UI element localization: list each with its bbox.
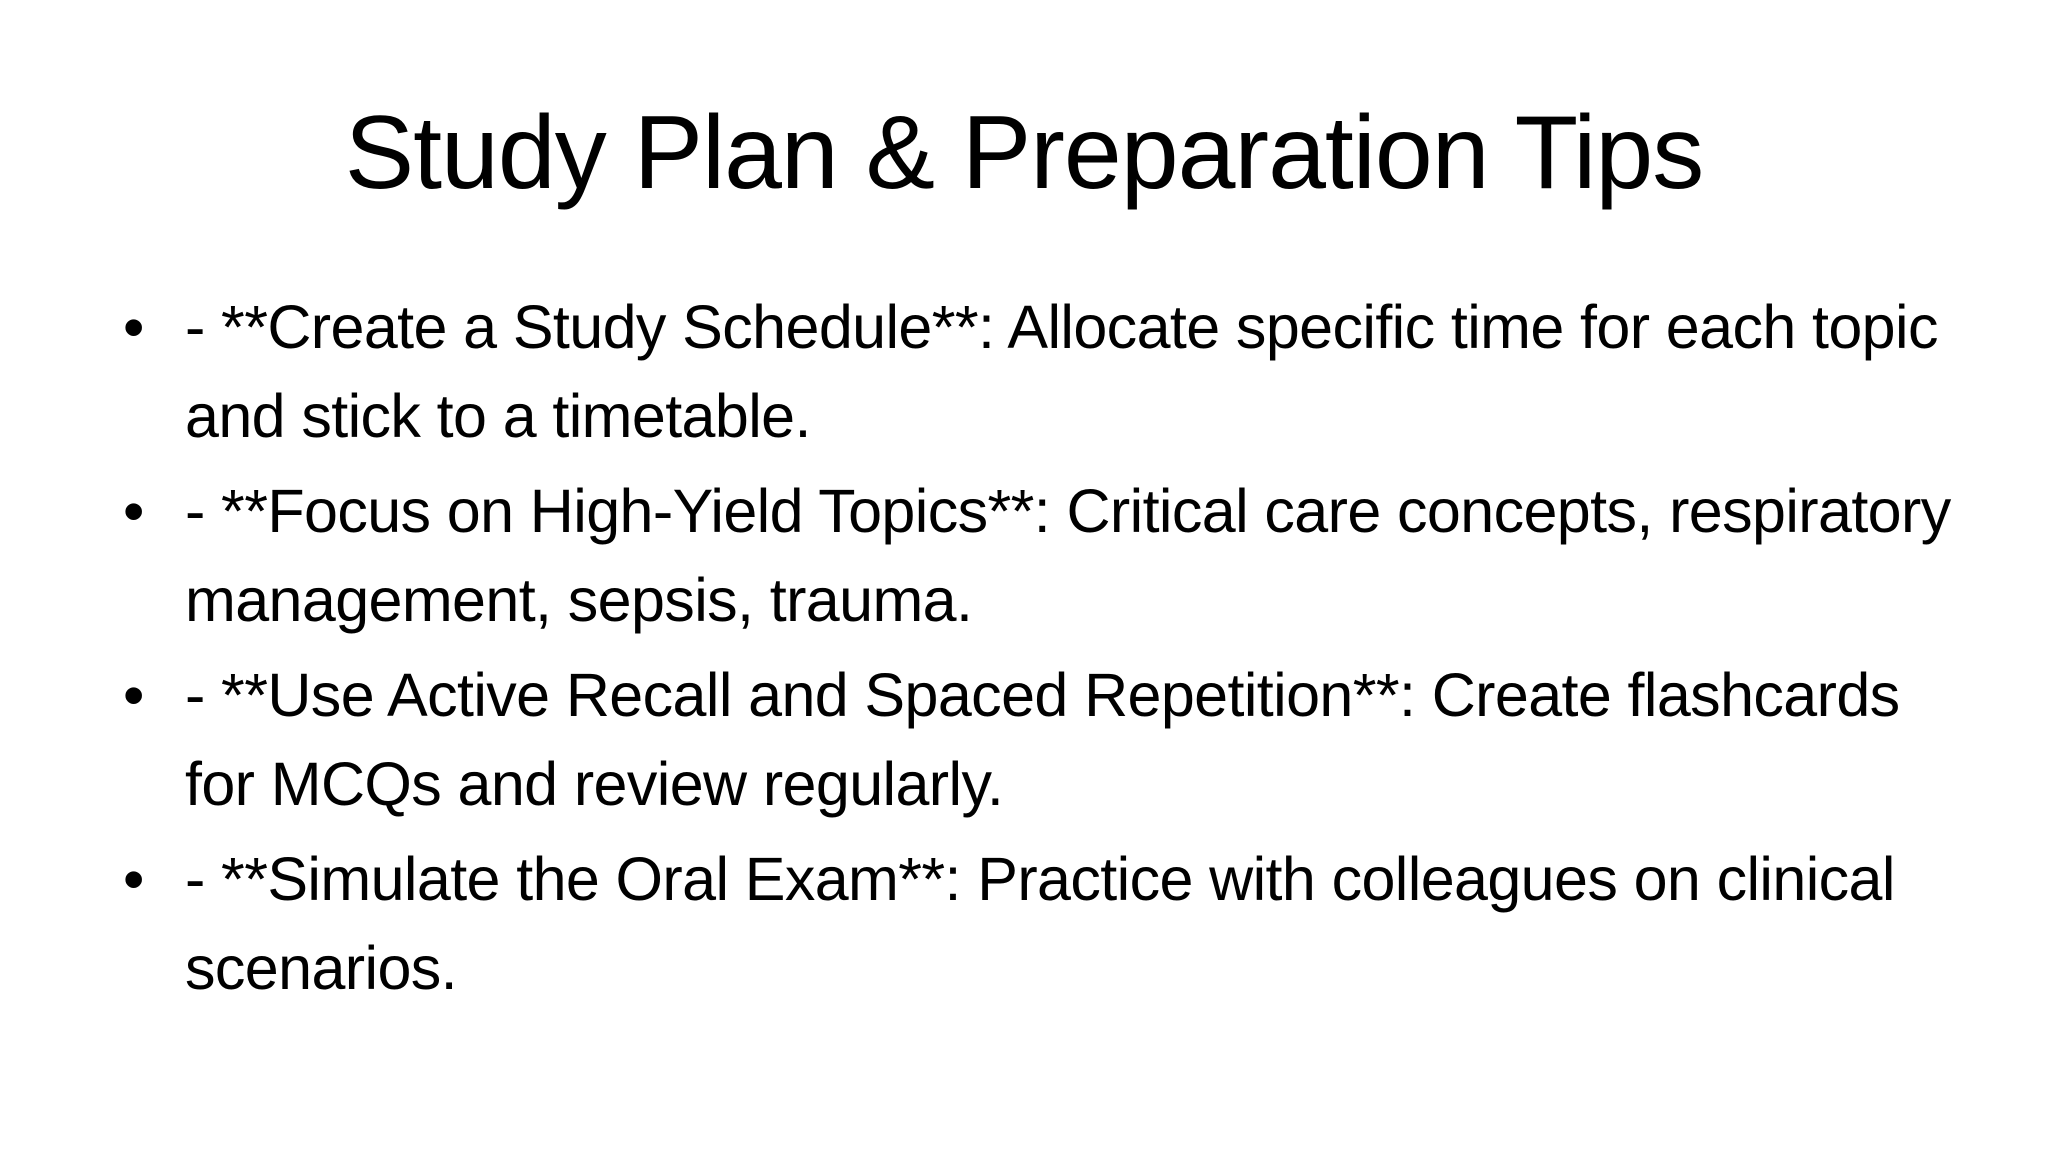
slide-title: Study Plan & Preparation Tips xyxy=(344,95,1704,211)
bullet-text: - **Focus on High-Yield Topics**: Critical care concepts, respiratory management, sepsis, trauma. xyxy=(185,477,1951,634)
list-item xyxy=(123,467,1953,645)
bullet-icon: • xyxy=(123,293,144,361)
bullet-list xyxy=(123,283,1953,1019)
bullet-text: - **Simulate the Oral Exam**: Practice with colleagues on clinical scenarios. xyxy=(185,845,1895,1002)
list-item xyxy=(123,651,1953,829)
bullet-icon: • xyxy=(123,661,144,729)
list-item xyxy=(123,835,1953,1013)
list-item xyxy=(123,283,1953,461)
bullet-icon: • xyxy=(123,845,144,913)
bullet-icon: • xyxy=(123,477,144,545)
bullet-text: - **Use Active Recall and Spaced Repetition**: Create flashcards for MCQs and review regularly. xyxy=(185,661,1900,818)
bullet-text: - **Create a Study Schedule**: Allocate specific time for each topic and stick to a timetable. xyxy=(185,293,1938,450)
